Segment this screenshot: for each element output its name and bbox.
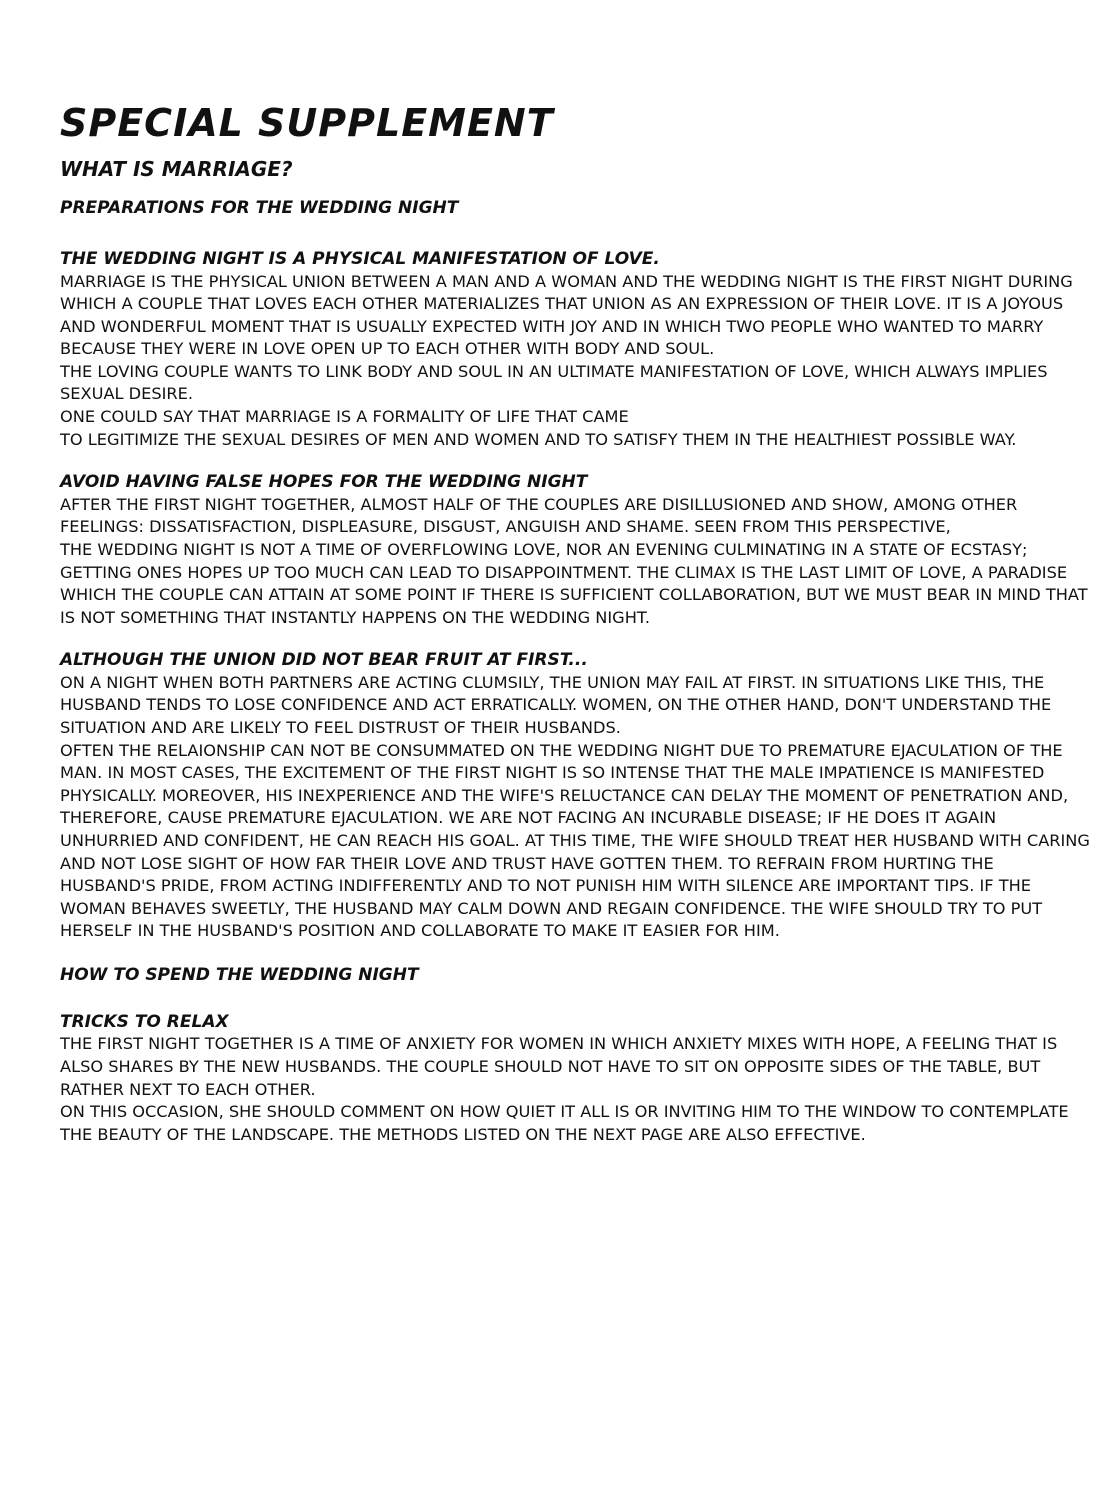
block-tricks-to-relax	[60, 1011, 1090, 1146]
paragraph: AFTER THE FIRST NIGHT TOGETHER, ALMOST HALF OF THE COUPLES ARE DISILLUSIONED AND SHOW, AMONG OTHER FEELINGS: DISSATISFACTION, DISPLEASURE, DISGUST, ANGUISH AND SHAME. SEEN FROM THIS PERSPECTIVE,	[60, 494, 1018, 537]
paragraph: THE FIRST NIGHT TOGETHER IS A TIME OF ANXIETY FOR WOMEN IN WHICH ANXIETY MIXES WITH HOPE, A FEELING THAT IS ALSO SHARES BY THE NEW HUSBANDS. THE COUPLE SHOULD NOT HAVE TO SIT ON OPPOSITE SIDES OF THE TABLE, BUT RATHER NEXT TO EACH OTHER.	[60, 1034, 1058, 1099]
paragraph: THE WEDDING NIGHT IS NOT A TIME OF OVERFLOWING LOVE, NOR AN EVENING CULMINATING IN A STATE OF ECSTASY; GETTING ONES HOPES UP TOO MUCH CAN LEAD TO DISAPPOINTMENT. THE CLIMAX IS THE LAST LIMIT OF LOVE, A PARADISE WHICH THE COUPLE CAN ATTAIN AT SOME POINT IF THERE IS SUFFICIENT COLLABORATION, BUT WE MUST BEAR IN MIND THAT IS NOT SOMETHING THAT INSTANTLY HAPPENS ON THE WEDDING NIGHT.	[60, 539, 1088, 627]
document-page	[60, 100, 1090, 1166]
paragraph: THE LOVING COUPLE WANTS TO LINK BODY AND SOUL IN AN ULTIMATE MANIFESTATION OF LOVE, WHICH ALWAYS IMPLIES SEXUAL DESIRE.	[60, 361, 1048, 404]
page-subtitle: WHAT IS MARRIAGE?	[60, 157, 293, 181]
paragraph: TO LEGITIMIZE THE SEXUAL DESIRES OF MEN AND WOMEN AND TO SATISFY THEM IN THE HEALTHIEST POSSIBLE WAY.	[60, 429, 1017, 449]
section-heading-how-to-spend: HOW TO SPEND THE WEDDING NIGHT	[60, 964, 419, 985]
block-false-hopes	[60, 471, 1090, 629]
paragraph: OFTEN THE RELAIONSHIP CAN NOT BE CONSUMMATED ON THE WEDDING NIGHT DUE TO PREMATURE EJACULATION OF THE MAN. IN MOST CASES, THE EXCITEMENT OF THE FIRST NIGHT IS SO INTENSE THAT THE MALE IMPATIENCE IS MANIFESTED PHYSICALLY. MOREOVER, HIS INEXPERIENCE AND THE WIFE'S RELUCTANCE CAN DELAY THE MOMENT OF PENETRATION AND, THEREFORE, CAUSE PREMATURE EJACULATION. WE ARE NOT FACING AN INCURABLE DISEASE; IF HE DOES IT AGAIN UNHURRIED AND CONFIDENT, HE CAN REACH HIS GOAL. AT THIS TIME, THE WIFE SHOULD TREAT HER HUSBAND WITH CARING AND NOT LOSE SIGHT OF HOW FAR THEIR LOVE AND TRUST HAVE GOTTEN THEM. TO REFRAIN FROM HURTING THE HUSBAND'S PRIDE, FROM ACTING INDIFFERENTLY AND TO NOT PUNISH HIM WITH SILENCE ARE IMPORTANT TIPS. IF THE WOMAN BEHAVES SWEETLY, THE HUSBAND MAY CALM DOWN AND REGAIN CONFIDENCE. THE WIFE SHOULD TRY TO PUT HERSELF IN THE HUSBAND'S POSITION AND COLLABORATE TO MAKE IT EASIER FOR HIM.	[60, 740, 1090, 941]
block-heading: TRICKS TO RELAX	[60, 1011, 229, 1032]
paragraph: ONE COULD SAY THAT MARRIAGE IS A FORMALITY OF LIFE THAT CAME	[60, 407, 629, 427]
block-heading: THE WEDDING NIGHT IS A PHYSICAL MANIFESTATION OF LOVE.	[60, 249, 660, 269]
paragraph: ON THIS OCCASION, SHE SHOULD COMMENT ON HOW QUIET IT ALL IS OR INVITING HIM TO THE WINDOW TO CONTEMPLATE THE BEAUTY OF THE LANDSCAPE. THE METHODS LISTED ON THE NEXT PAGE ARE ALSO EFFECTIVE.	[60, 1102, 1069, 1144]
block-union-first	[60, 649, 1090, 943]
paragraph: ON A NIGHT WHEN BOTH PARTNERS ARE ACTING CLUMSILY, THE UNION MAY FAIL AT FIRST. IN SITUATIONS LIKE THIS, THE HUSBAND TENDS TO LOSE CONFIDENCE AND ACT ERRATICALLY. WOMEN, ON THE OTHER HAND, DON'T UNDERSTAND THE SITUATION AND ARE LIKELY TO FEEL DISTRUST OF THEIR HUSBANDS.	[60, 672, 1052, 737]
section-heading-preparations: PREPARATIONS FOR THE WEDDING NIGHT	[60, 198, 459, 218]
paragraph: MARRIAGE IS THE PHYSICAL UNION BETWEEN A MAN AND A WOMAN AND THE WEDDING NIGHT IS THE FIRST NIGHT DURING WHICH A COUPLE THAT LOVES EACH OTHER MATERIALIZES THAT UNION AS AN EXPRESSION OF THEIR LOVE. IT IS A JOYOUS AND WONDERFUL MOMENT THAT IS USUALLY EXPECTED WITH JOY AND IN WHICH TWO PEOPLE WHO WANTED TO MARRY BECAUSE THEY WERE IN LOVE OPEN UP TO EACH OTHER WITH BODY AND SOUL.	[60, 271, 1073, 359]
block-heading: ALTHOUGH THE UNION DID NOT BEAR FRUIT AT FIRST...	[60, 650, 588, 671]
block-heading: AVOID HAVING FALSE HOPES FOR THE WEDDING NIGHT	[60, 472, 588, 493]
block-physical-manifestation	[60, 248, 1090, 451]
page-title: SPECIAL SUPPLEMENT	[60, 101, 554, 145]
